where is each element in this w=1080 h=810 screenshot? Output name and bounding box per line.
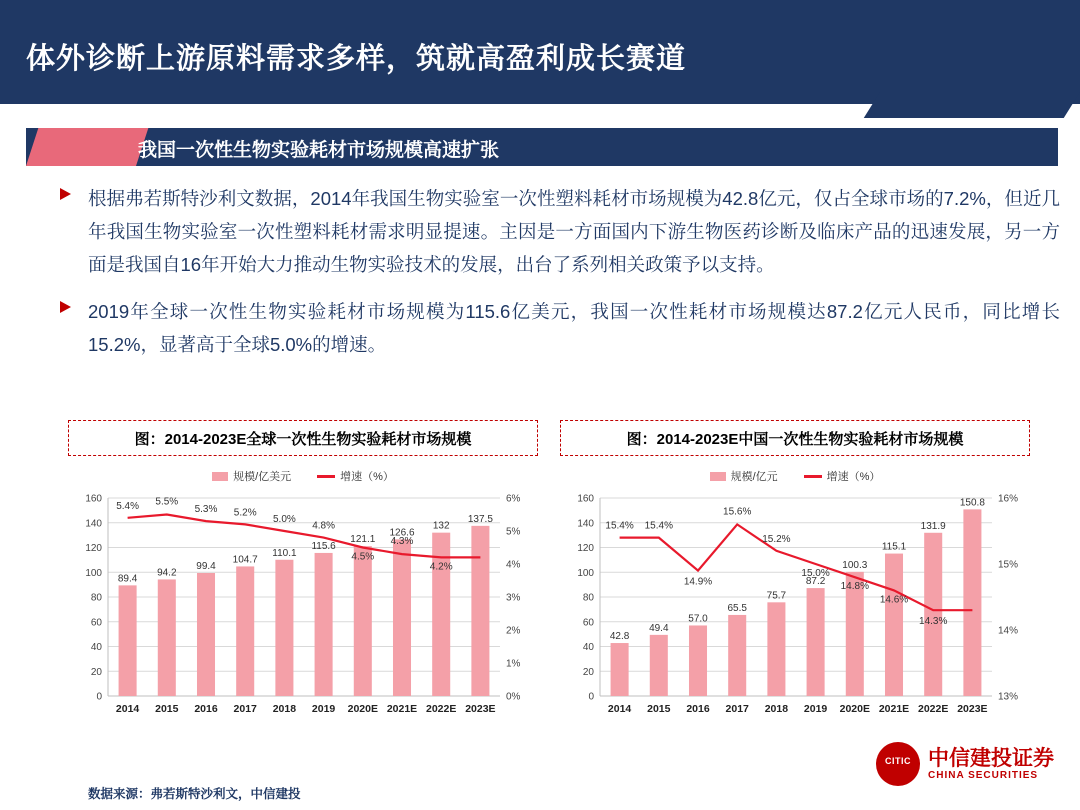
legend-label-bar: 规模/亿美元 (233, 471, 292, 483)
svg-text:13%: 13% (998, 691, 1019, 703)
svg-text:0%: 0% (506, 691, 521, 703)
chart-title-text: 2014-2023E中国一次性生物实验耗材市场规模 (656, 430, 964, 448)
bullet-text: 根据弗若斯特沙利文数据，2014年我国生物实验室一次性塑料耗材市场规模为42.8亿元，仅占全球市场的7.2%，但近几年我国生物实验室一次性塑料耗材需求明显提速。主因是一方面国内下游生物医药诊断及临床产品的迅速发展，另一方面是我国自16年开始大力推动生物实验技术的发展，出台了系列相关政策予以支持。 (88, 188, 1060, 275)
legend-label-line: 增速（%） (826, 471, 881, 483)
arrow-bullet-icon (60, 188, 71, 200)
svg-text:80: 80 (582, 592, 594, 604)
chart-title-global (68, 420, 538, 456)
legend-swatch-bar-icon (710, 472, 726, 481)
svg-text:15.4%: 15.4% (605, 520, 634, 532)
svg-text:0: 0 (588, 691, 594, 703)
svg-text:110.1: 110.1 (272, 547, 297, 559)
svg-text:121.1: 121.1 (350, 534, 376, 546)
legend-item-bar (710, 468, 778, 484)
arrow-bullet-icon (60, 301, 71, 313)
svg-text:2%: 2% (506, 625, 521, 637)
svg-text:100.3: 100.3 (842, 559, 868, 571)
chart-china (560, 420, 1030, 740)
logo-text-cn: 中信建投证券 (928, 746, 1054, 770)
company-logo (876, 742, 1054, 786)
legend-swatch-line-icon (317, 475, 335, 478)
svg-text:100: 100 (85, 567, 102, 579)
section-title: 我国一次性生物实验耗材市场规模高速扩张 (138, 140, 500, 161)
svg-text:15%: 15% (998, 559, 1019, 571)
chart-title-prefix: 图： (134, 430, 165, 448)
svg-text:89.4: 89.4 (117, 573, 138, 585)
bullet-list (60, 182, 1060, 375)
svg-text:104.7: 104.7 (232, 554, 258, 566)
legend-swatch-line-icon (804, 475, 822, 478)
svg-text:5.3%: 5.3% (194, 504, 218, 516)
svg-text:14.6%: 14.6% (879, 594, 909, 606)
svg-text:150.8: 150.8 (959, 497, 985, 509)
svg-text:60: 60 (582, 617, 594, 629)
svg-text:14.8%: 14.8% (840, 581, 869, 593)
svg-text:160: 160 (85, 493, 102, 505)
svg-text:99.4: 99.4 (196, 560, 216, 572)
list-item (60, 182, 1060, 281)
svg-text:3%: 3% (506, 592, 521, 604)
svg-text:15.2%: 15.2% (762, 533, 791, 545)
svg-text:20: 20 (582, 666, 594, 678)
svg-text:2018: 2018 (272, 703, 297, 715)
svg-text:1%: 1% (506, 658, 521, 670)
svg-text:115.1: 115.1 (881, 541, 907, 553)
svg-text:4.8%: 4.8% (312, 520, 335, 532)
svg-text:2021E: 2021E (386, 703, 418, 715)
svg-text:132: 132 (432, 520, 450, 532)
svg-text:40: 40 (90, 642, 102, 653)
chart-title-china (560, 420, 1030, 456)
svg-text:2022E: 2022E (426, 703, 457, 715)
svg-text:42.8: 42.8 (609, 631, 630, 643)
svg-text:2019: 2019 (803, 703, 828, 715)
svg-text:4%: 4% (506, 559, 521, 571)
svg-text:120: 120 (577, 543, 594, 554)
bullet-text: 2019年全球一次性生物实验耗材市场规模为115.6亿美元，我国一次性耗材市场规模达87.2亿元人民币，同比增长15.2%，显著高于全球5.0%的增速。 (88, 301, 1060, 355)
chart-plot-global (68, 488, 538, 736)
legend-label-bar: 规模/亿元 (730, 471, 778, 483)
logo-text-en: CHINA SECURITIES (928, 769, 1039, 781)
svg-text:115.6: 115.6 (311, 540, 336, 552)
header-accent-shape (864, 92, 1080, 118)
svg-text:94.2: 94.2 (157, 567, 177, 579)
source-note: 数据来源：弗若斯特沙利文，中信建投 (88, 787, 301, 801)
chart-global (68, 420, 538, 740)
list-item (60, 295, 1060, 361)
svg-text:2023E: 2023E (465, 703, 496, 715)
svg-text:5.5%: 5.5% (155, 496, 179, 508)
svg-text:75.7: 75.7 (766, 590, 787, 602)
svg-text:14.3%: 14.3% (919, 616, 948, 628)
svg-text:2020E: 2020E (839, 703, 870, 715)
svg-text:4.5%: 4.5% (351, 551, 375, 563)
svg-text:100: 100 (577, 567, 594, 579)
svg-text:4.2%: 4.2% (429, 561, 453, 573)
svg-text:2015: 2015 (647, 703, 671, 715)
svg-text:5.0%: 5.0% (273, 514, 296, 525)
svg-text:80: 80 (90, 592, 102, 604)
svg-text:2021E: 2021E (878, 703, 910, 715)
legend-item-bar (212, 468, 291, 484)
svg-text:60: 60 (90, 617, 102, 629)
svg-text:57.0: 57.0 (688, 613, 708, 625)
svg-text:14.9%: 14.9% (683, 576, 713, 588)
chart-legend-global (68, 468, 538, 484)
svg-text:5.4%: 5.4% (116, 500, 139, 512)
svg-text:2019: 2019 (311, 703, 336, 715)
legend-swatch-bar-icon (212, 472, 228, 481)
svg-text:2023E: 2023E (957, 703, 988, 715)
svg-text:120: 120 (85, 543, 102, 554)
svg-text:160: 160 (577, 493, 594, 505)
svg-text:131.9: 131.9 (920, 520, 946, 532)
svg-text:6%: 6% (506, 493, 521, 505)
svg-text:87.2: 87.2 (805, 576, 826, 588)
svg-text:2017: 2017 (233, 703, 257, 715)
svg-text:2015: 2015 (155, 703, 179, 715)
svg-text:2014: 2014 (607, 703, 632, 715)
svg-text:2020E: 2020E (347, 703, 378, 715)
svg-text:16%: 16% (998, 493, 1019, 505)
citic-logo-icon (876, 742, 920, 786)
bottom-strip (0, 802, 1080, 810)
svg-text:5.2%: 5.2% (233, 507, 257, 519)
svg-text:65.5: 65.5 (727, 602, 747, 614)
chart-title-text: 2014-2023E全球一次性生物实验耗材市场规模 (164, 430, 472, 448)
svg-text:2022E: 2022E (918, 703, 949, 715)
svg-text:2017: 2017 (725, 703, 749, 715)
section-bar (26, 128, 1058, 166)
chart-title-prefix: 图： (626, 430, 657, 448)
chart-svg-china (560, 488, 1030, 736)
legend-item-line (317, 468, 394, 484)
svg-text:14%: 14% (998, 625, 1019, 637)
legend-label-line: 增速（%） (340, 471, 394, 483)
chart-svg-global (68, 488, 538, 736)
svg-text:49.4: 49.4 (649, 622, 669, 634)
svg-text:2014: 2014 (115, 703, 140, 715)
svg-text:2018: 2018 (764, 703, 789, 715)
svg-text:15.6%: 15.6% (723, 506, 752, 518)
chart-legend-china (560, 468, 1030, 484)
page-title: 体外诊断上游原料需求多样，筑就高盈利成长赛道 (26, 43, 687, 75)
svg-text:20: 20 (90, 666, 102, 678)
legend-item-line (804, 468, 881, 484)
svg-text:2016: 2016 (686, 703, 710, 715)
svg-text:40: 40 (582, 642, 594, 653)
svg-text:140: 140 (85, 518, 102, 530)
svg-text:15.4%: 15.4% (644, 520, 673, 532)
svg-text:2016: 2016 (194, 703, 218, 715)
svg-text:15.0%: 15.0% (801, 568, 830, 579)
svg-text:5%: 5% (506, 526, 521, 538)
slide-header (0, 0, 1080, 104)
svg-text:126.6: 126.6 (389, 527, 415, 539)
svg-text:140: 140 (577, 518, 594, 530)
svg-text:4.3%: 4.3% (390, 536, 414, 548)
section-tag-shape (26, 128, 148, 166)
svg-text:137.5: 137.5 (467, 513, 493, 525)
svg-text:0: 0 (96, 691, 102, 703)
chart-plot-china (560, 488, 1030, 736)
